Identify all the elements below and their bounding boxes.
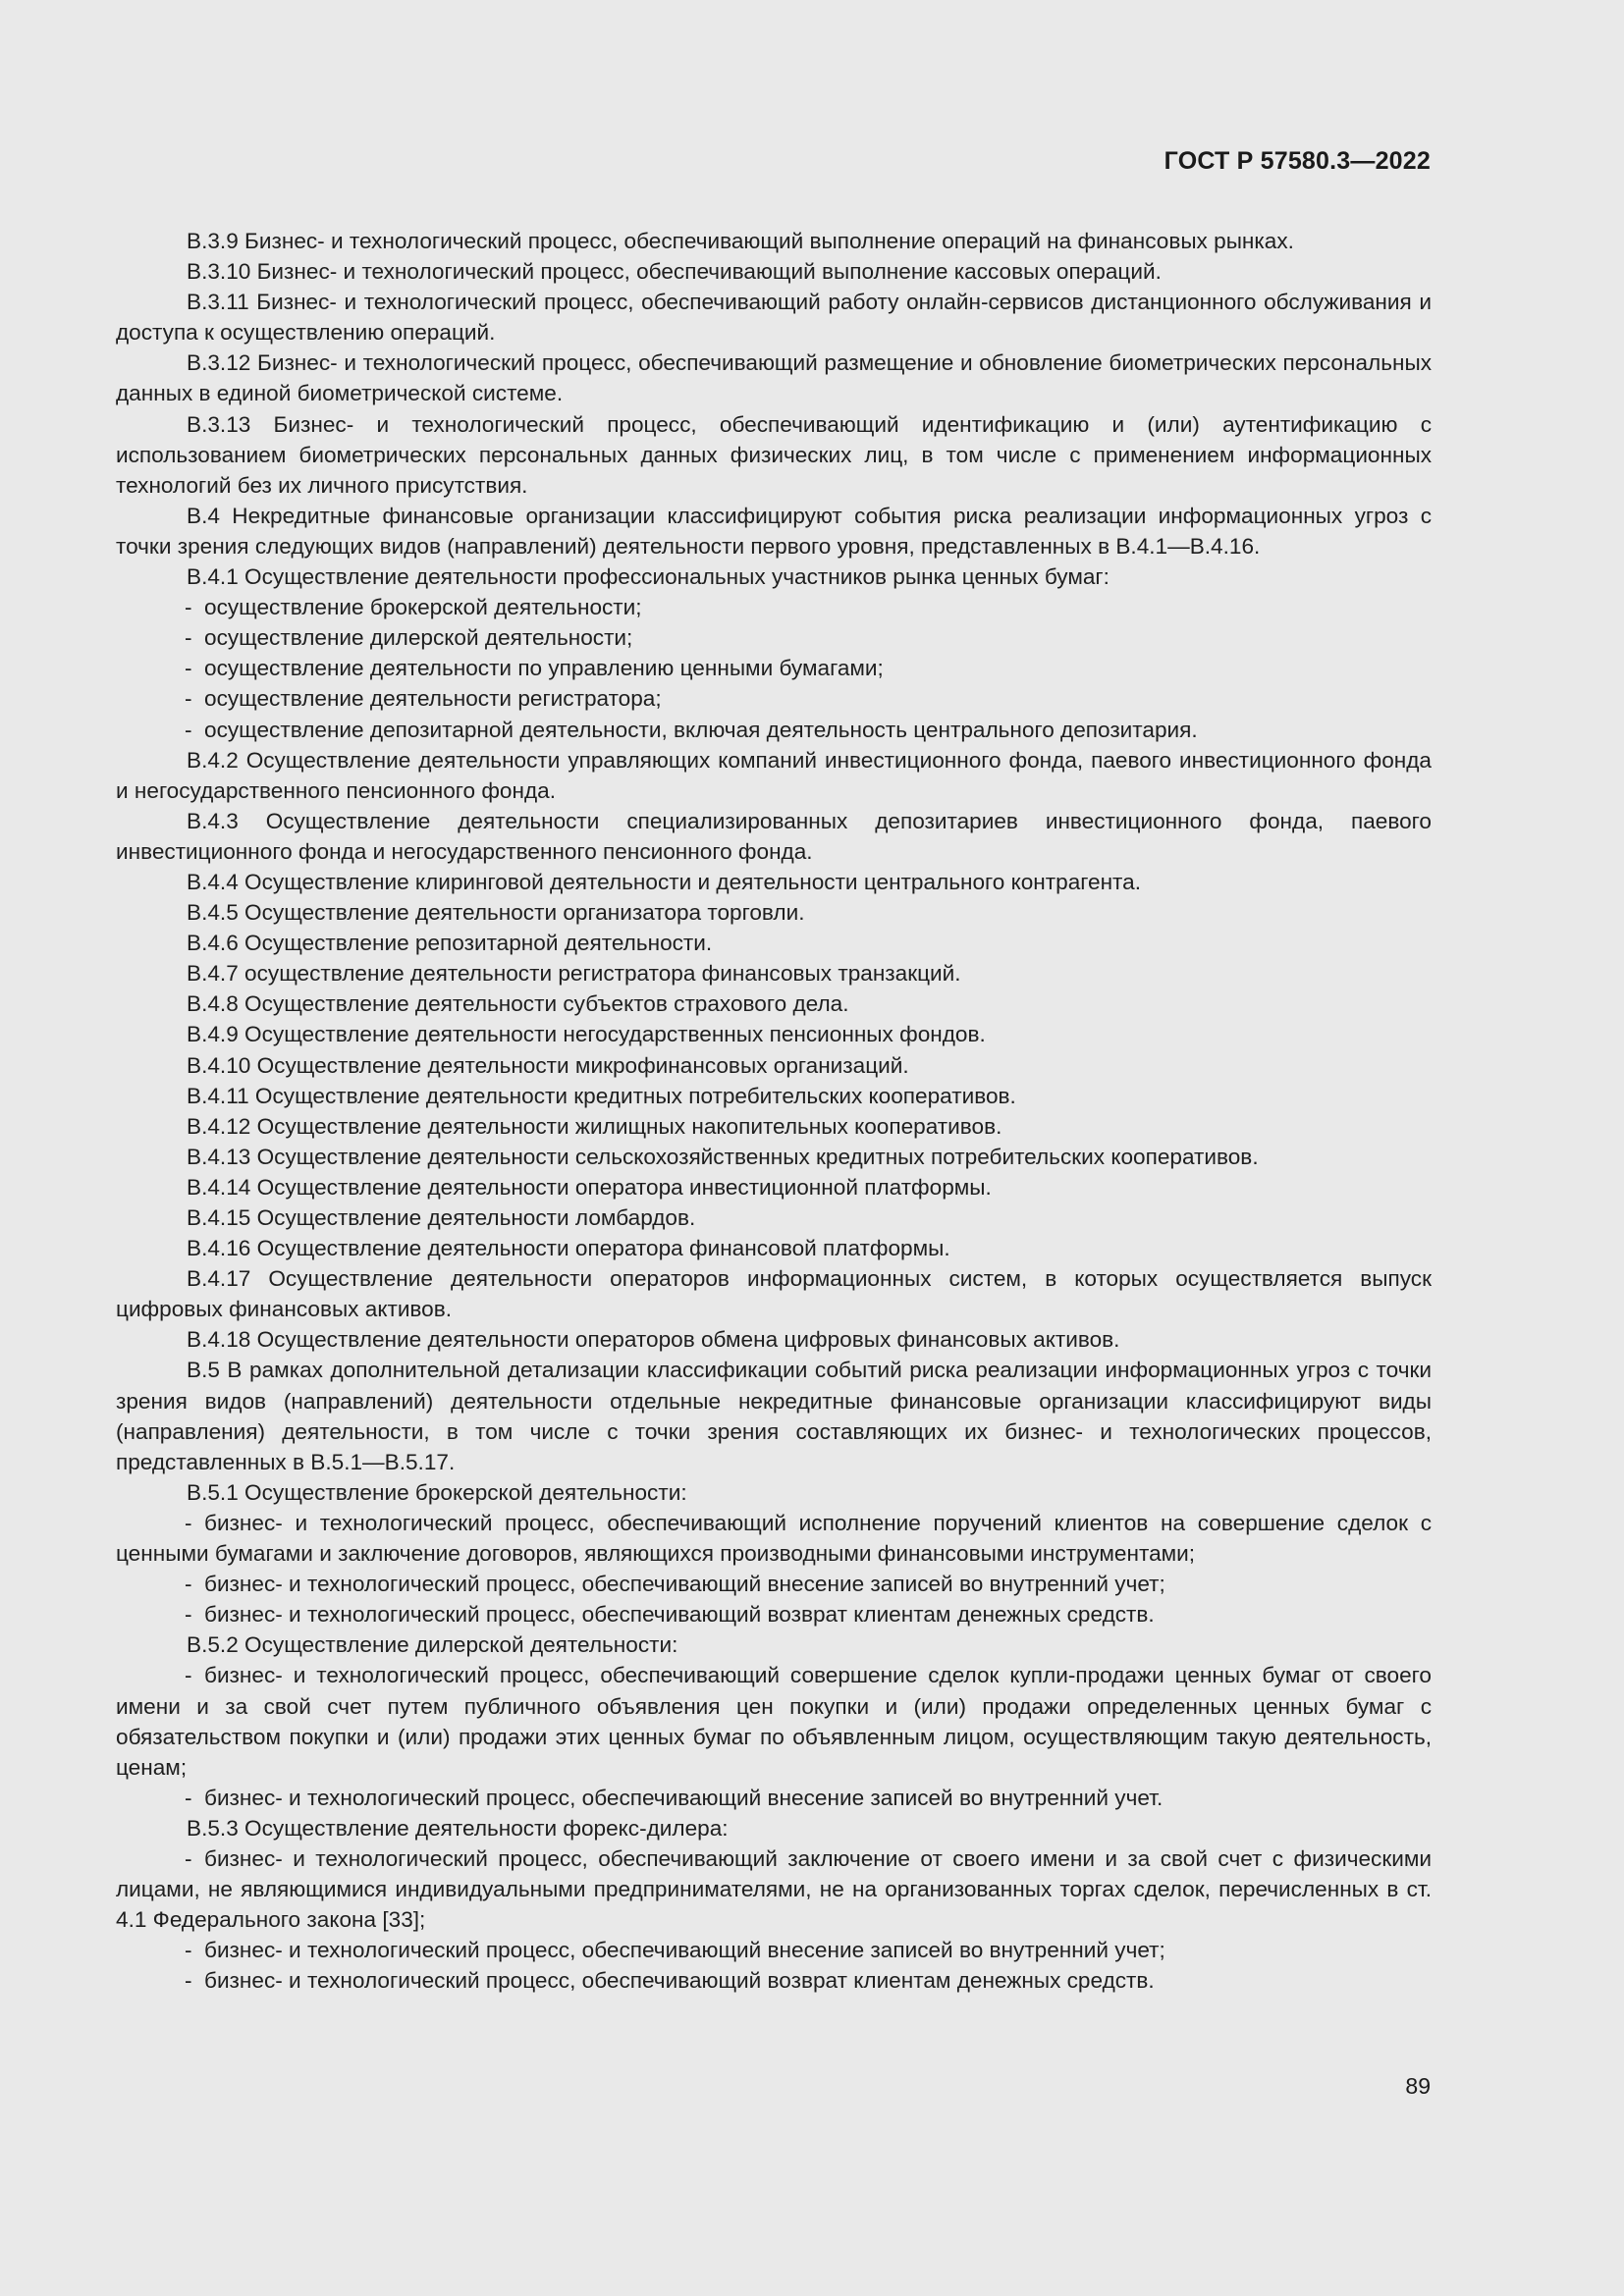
paragraph-text: В.3.12 Бизнес- и технологический процесс, обеспечивающий размещение и обновление биометрических персональных данных в единой биометрической системе. [116, 350, 1432, 406]
paragraph-text: В.4.12 Осуществление деятельности жилищных накопительных кооперативов. [187, 1113, 1002, 1139]
paragraph [116, 958, 1432, 988]
paragraph-text: В.4.9 Осуществление деятельности негосударственных пенсионных фондов. [187, 1022, 986, 1047]
paragraph [116, 1019, 1432, 1049]
page-number: 89 [1405, 2073, 1431, 2099]
list-item [116, 653, 1432, 683]
list-item [116, 1935, 1432, 1965]
paragraph [116, 1813, 1432, 1843]
list-item [116, 1569, 1432, 1599]
list-item [116, 592, 1432, 622]
list-dash: - [185, 656, 192, 681]
list-dash: - [185, 1785, 192, 1810]
list-dash: - [185, 717, 192, 742]
paragraph-text: В.4.17 Осуществление деятельности операторов информационных систем, в которых осуществляется выпуск цифровых финансовых активов. [116, 1266, 1432, 1322]
paragraph [116, 1477, 1432, 1508]
paragraph-text: В.4.13 Осуществление деятельности сельскохозяйственных кредитных потребительских кооперативов. [187, 1144, 1259, 1169]
paragraph [116, 1263, 1432, 1324]
standard-header: ГОСТ Р 57580.3—2022 [1164, 147, 1431, 175]
paragraph [116, 988, 1432, 1019]
list-item [116, 622, 1432, 653]
paragraph [116, 1324, 1432, 1355]
paragraph [116, 1050, 1432, 1081]
list-dash: - [185, 1602, 192, 1628]
paragraph [116, 1233, 1432, 1263]
paragraph-text: осуществление деятельности регистратора; [204, 686, 662, 712]
paragraph-text: бизнес- и технологический процесс, обеспечивающий исполнение поручений клиентов на совершение сделок с ценными бумагами и заключение договоров, являющихся производными финансовыми инструментами; [116, 1510, 1432, 1567]
paragraph [116, 897, 1432, 928]
paragraph-text: бизнес- и технологический процесс, обеспечивающий заключение от своего имени и за свой счет с физическими лицами, не являющимися индивидуальными предпринимателями, не на организованных торгах сделок, перечисленных в ст. 4.1 Федерального закона [33]; [116, 1845, 1432, 1933]
list-dash: - [185, 1845, 192, 1871]
list-dash: - [185, 1938, 192, 1963]
list-item [116, 1783, 1432, 1813]
paragraph [116, 501, 1432, 561]
paragraph-text: В.4 Некредитные финансовые организации классифицируют события риска реализации информационных угроз с точки зрения следующих видов (направлений) деятельности первого уровня, представленных в В.4.1—В.4.16. [116, 503, 1432, 559]
paragraph [116, 806, 1432, 867]
paragraph-text: осуществление депозитарной деятельности, включая деятельность центрального депозитария. [204, 717, 1198, 742]
paragraph-text: В.3.10 Бизнес- и технологический процесс, обеспечивающий выполнение кассовых операций. [187, 259, 1162, 285]
paragraph-text: В.5.1 Осуществление брокерской деятельности: [187, 1479, 687, 1505]
paragraph [116, 226, 1432, 256]
paragraph [116, 1629, 1432, 1660]
list-dash: - [185, 625, 192, 651]
paragraph-text: В.4.15 Осуществление деятельности ломбардов. [187, 1205, 696, 1230]
paragraph [116, 561, 1432, 592]
paragraph [116, 1142, 1432, 1172]
paragraph-text: В.4.8 Осуществление деятельности субъектов страхового дела. [187, 991, 849, 1017]
paragraph-text: В.5.3 Осуществление деятельности форекс-дилера: [187, 1815, 729, 1841]
list-item [116, 683, 1432, 714]
paragraph-text: бизнес- и технологический процесс, обеспечивающий возврат клиентам денежных средств. [204, 1602, 1155, 1628]
paragraph-text: В.5 В рамках дополнительной детализации классификации событий риска реализации информационных угроз с точки зрения видов (направлений) деятельности отдельные некредитные финансовые организации классифицируют виды (направления) деятельности, в том числе с точки зрения составляющих их бизнес- и технологических процессов, представленных в В.5.1—В.5.17. [116, 1358, 1432, 1474]
list-dash: - [185, 1968, 192, 1994]
paragraph [116, 1355, 1432, 1476]
paragraph [116, 1172, 1432, 1202]
paragraph-text: В.4.3 Осуществление деятельности специализированных депозитариев инвестиционного фонда, паевого инвестиционного фонда и негосударственного пенсионного фонда. [116, 808, 1432, 864]
paragraph-text: бизнес- и технологический процесс, обеспечивающий внесение записей во внутренний учет; [204, 1572, 1165, 1597]
paragraph-text: В.4.14 Осуществление деятельности оператора инвестиционной платформы. [187, 1174, 992, 1200]
list-dash: - [185, 686, 192, 712]
paragraph-text: В.4.11 Осуществление деятельности кредитных потребительских кооперативов. [187, 1083, 1016, 1108]
paragraph [116, 1081, 1432, 1111]
paragraph-text: В.4.5 Осуществление деятельности организатора торговли. [187, 900, 805, 926]
paragraph-text: бизнес- и технологический процесс, обеспечивающий внесение записей во внутренний учет. [204, 1785, 1164, 1810]
paragraph [116, 1202, 1432, 1233]
paragraph-text: осуществление брокерской деятельности; [204, 595, 642, 620]
list-dash: - [185, 1663, 192, 1688]
list-item [116, 1599, 1432, 1629]
paragraph-text: В.4.2 Осуществление деятельности управляющих компаний инвестиционного фонда, паевого инвестиционного фонда и негосударственного пенсионного фонда. [116, 747, 1432, 803]
list-item [116, 1660, 1432, 1782]
paragraph [116, 867, 1432, 897]
list-item [116, 1843, 1432, 1935]
paragraph [116, 1111, 1432, 1142]
list-dash: - [185, 1572, 192, 1597]
list-item [116, 715, 1432, 745]
paragraph-text: В.4.18 Осуществление деятельности операторов обмена цифровых финансовых активов. [187, 1327, 1120, 1353]
paragraph-text: В.4.16 Осуществление деятельности оператора финансовой платформы. [187, 1236, 950, 1261]
paragraph-text: бизнес- и технологический процесс, обеспечивающий совершение сделок купли-продажи ценных бумаг от своего имени и за свой счет путем публичного объявления цен покупки и (или) продажи определенных ценных бумаг с обязательством покупки и (или) продажи этих ценных бумаг по объявленным лицом, осуществляющим такую деятельность, ценам; [116, 1663, 1432, 1780]
paragraph-text: В.5.2 Осуществление дилерской деятельности: [187, 1632, 678, 1658]
paragraph-text: В.4.6 Осуществление репозитарной деятельности. [187, 931, 713, 956]
list-item [116, 1965, 1432, 1996]
paragraph-text: В.3.9 Бизнес- и технологический процесс, обеспечивающий выполнение операций на финансовых рынках. [187, 229, 1294, 253]
paragraph-text: В.4.7 осуществление деятельности регистратора финансовых транзакций. [187, 961, 961, 987]
paragraph-text: бизнес- и технологический процесс, обеспечивающий возврат клиентам денежных средств. [204, 1968, 1155, 1994]
paragraph [116, 745, 1432, 806]
paragraph [116, 287, 1432, 347]
paragraph-text: бизнес- и технологический процесс, обеспечивающий внесение записей во внутренний учет; [204, 1938, 1165, 1963]
document-body [116, 226, 1432, 1996]
paragraph-text: В.3.11 Бизнес- и технологический процесс, обеспечивающий работу онлайн-сервисов дистанционного обслуживания и доступа к осуществлению операций. [116, 290, 1432, 346]
paragraph-text: В.3.13 Бизнес- и технологический процесс, обеспечивающий идентификацию и (или) аутентификацию с использованием биометрических персональных данных физических лиц, в том числе с применением информационных технологий без их личного присутствия. [116, 411, 1432, 498]
paragraph-text: В.4.4 Осуществление клиринговой деятельности и деятельности центрального контрагента. [187, 869, 1141, 894]
paragraph-text: В.4.10 Осуществление деятельности микрофинансовых организаций. [187, 1052, 909, 1078]
paragraph [116, 409, 1432, 501]
paragraph [116, 347, 1432, 408]
list-dash: - [185, 595, 192, 620]
list-item [116, 1508, 1432, 1569]
paragraph [116, 256, 1432, 287]
list-dash: - [185, 1510, 192, 1535]
paragraph-text: осуществление деятельности по управлению ценными бумагами; [204, 656, 884, 681]
paragraph [116, 928, 1432, 958]
paragraph-text: осуществление дилерской деятельности; [204, 625, 633, 651]
paragraph-text: В.4.1 Осуществление деятельности профессиональных участников рынка ценных бумаг: [187, 564, 1110, 590]
